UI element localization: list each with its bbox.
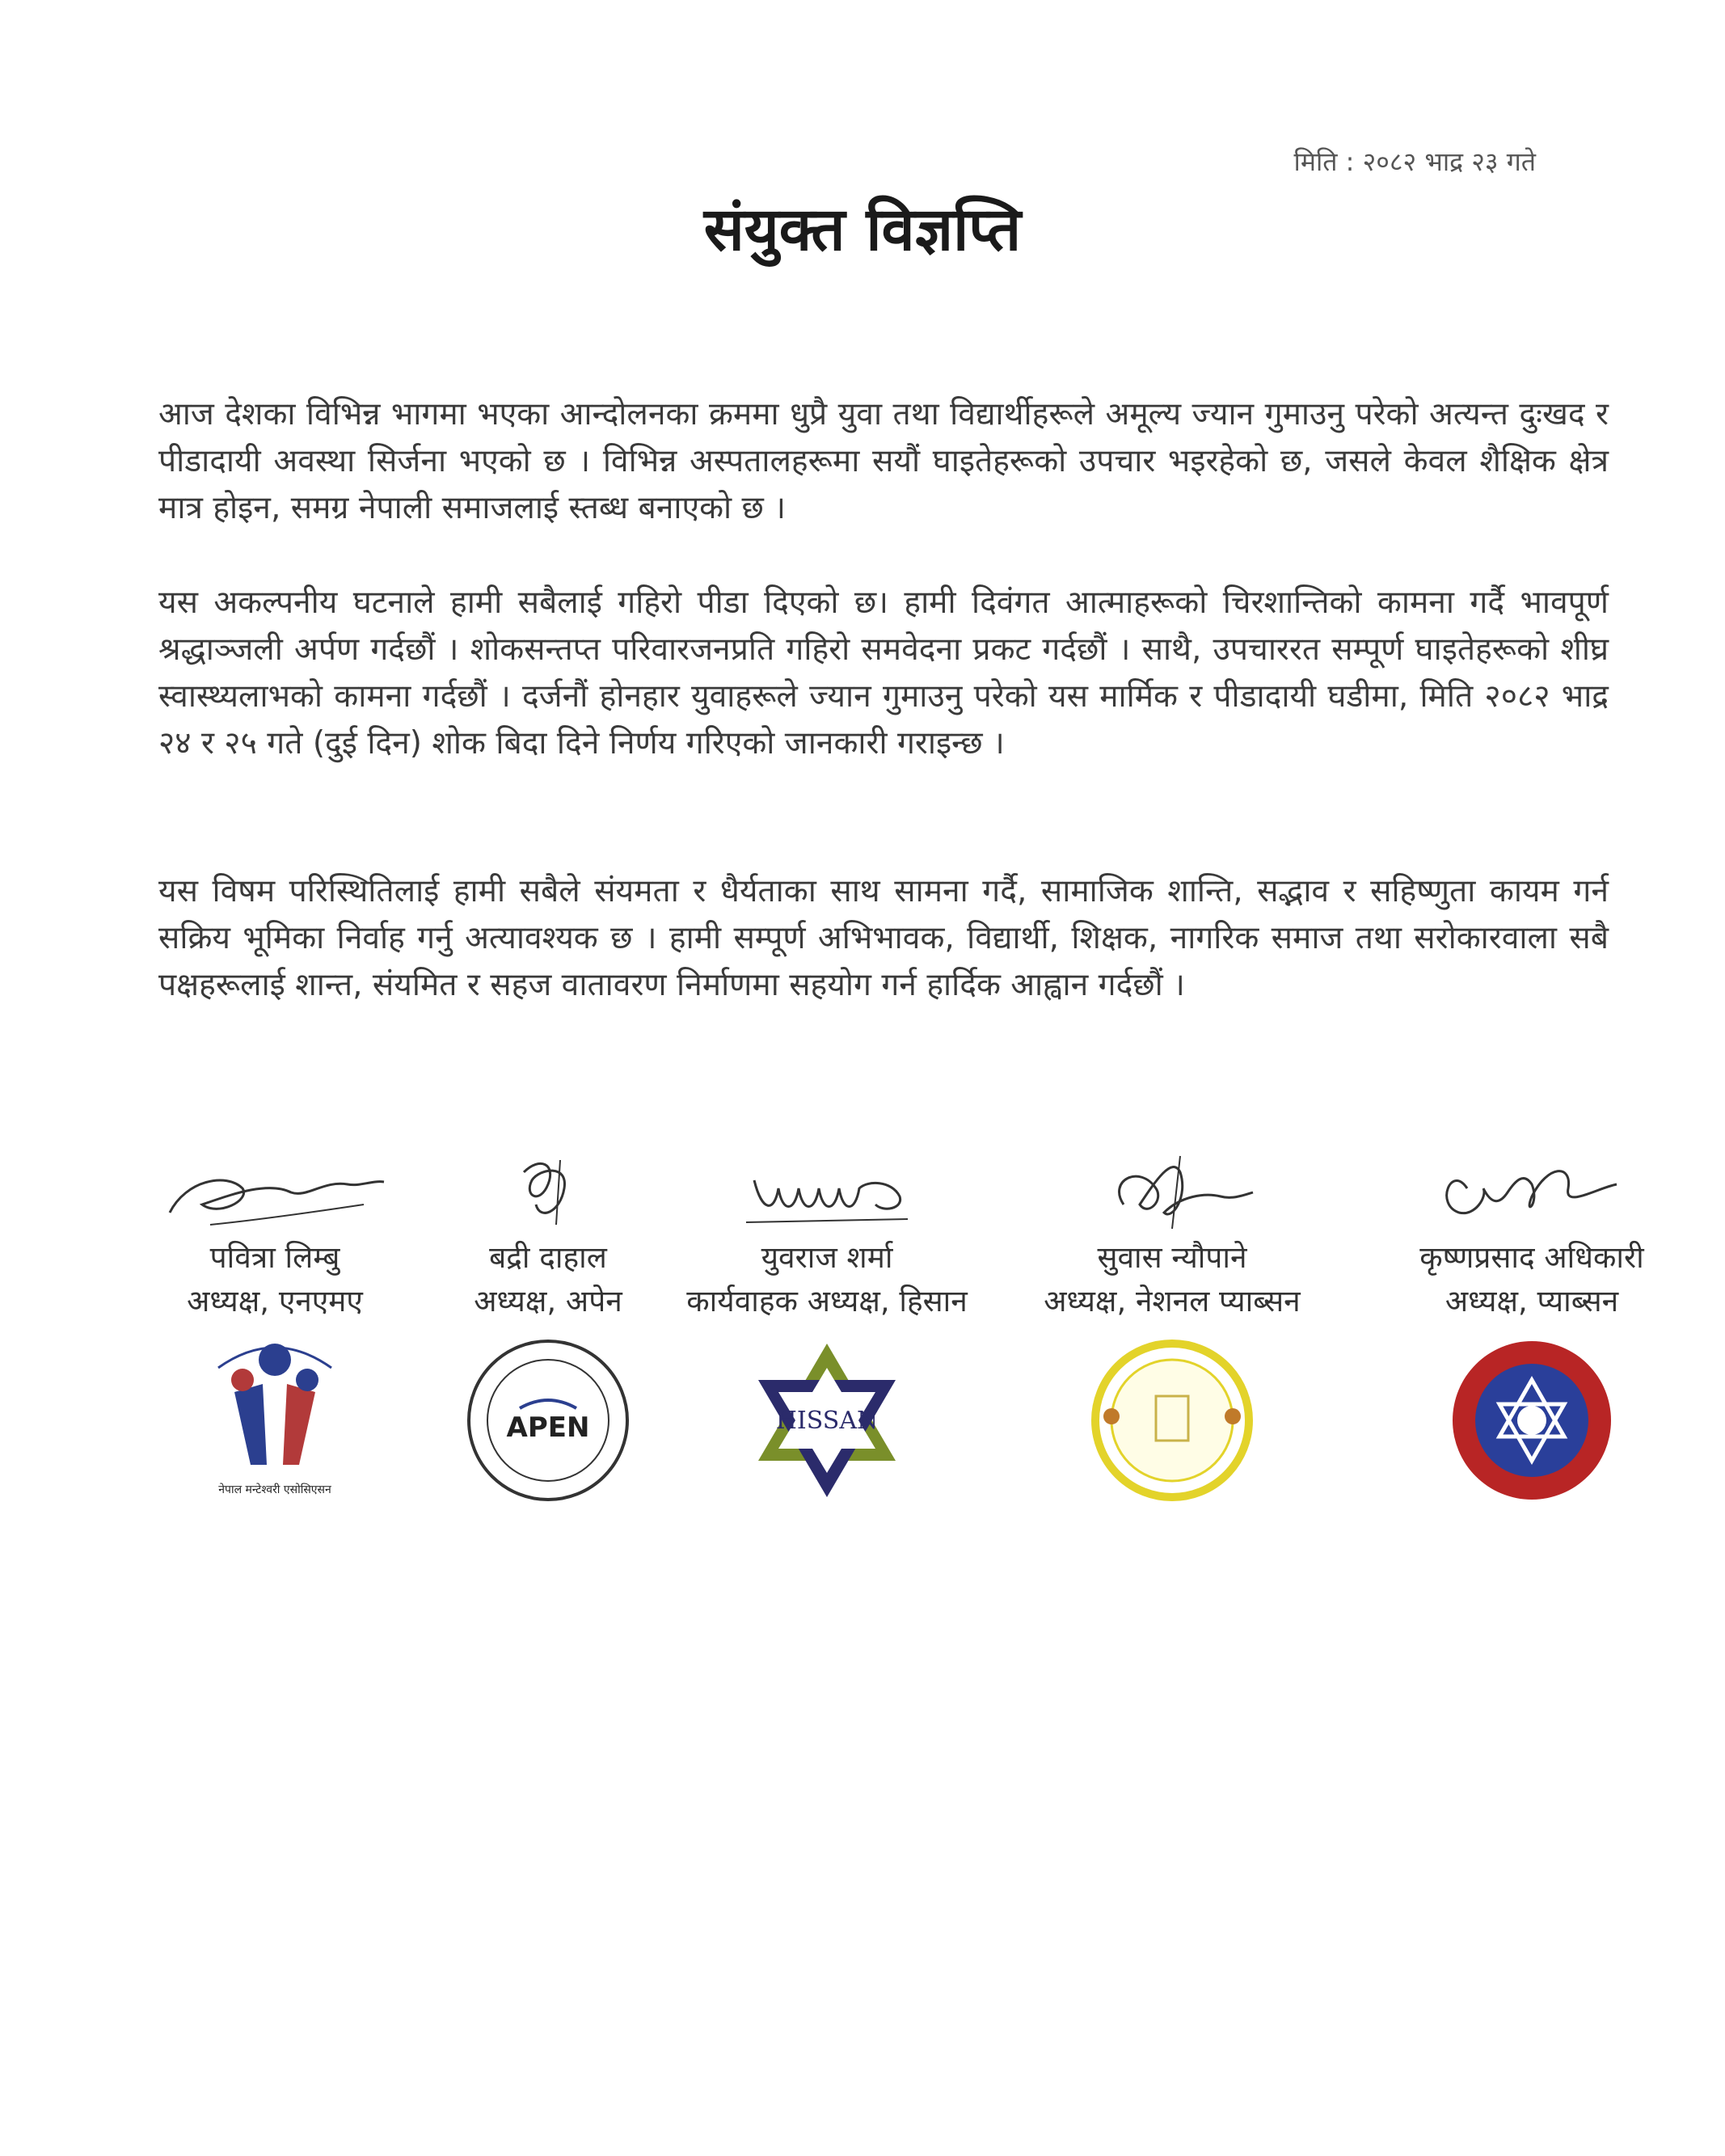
signatory-name: कृष्णप्रसाद अधिकारी	[1419, 1240, 1644, 1275]
date: मिति : २०८२ भाद्र २३ गते	[1293, 146, 1536, 177]
signature-nma	[154, 1148, 396, 1237]
nma-logo	[186, 1335, 364, 1505]
hissan-logo-label: HISSAN	[775, 1407, 879, 1435]
signatory-name: बद्री दाहाल	[489, 1240, 607, 1275]
signatory-pabson	[1370, 1148, 1693, 1505]
signatory-role: अध्यक्ष, प्याब्सन	[1445, 1284, 1619, 1318]
signatory-national-pabson	[1010, 1148, 1334, 1505]
paragraph-1: आज देशका विभिन्न भागमा भएका आन्दोलनका क्रममा धुप्रै युवा तथा विद्यार्थीहरूले अमूल्य ज्यान गुमाउनु परेको अत्यन्त दुःखद र पीडादायी अवस्था सिर्जना भएको छ । विभिन्न अस्पतालहरूमा सयौं घाइतेहरूको उपचार भइरहेको छ, जसले केवल शैक्षिक क्षेत्र मात्र होइन, समग्र नेपाली समाजलाई स्तब्ध बनाएको छ ।	[158, 396, 1609, 526]
signature-pabson	[1411, 1148, 1653, 1237]
signatory-name: पवित्रा लिम्बु	[209, 1240, 340, 1275]
hissan-logo	[738, 1335, 916, 1505]
paragraph-2: यस अकल्पनीय घटनाले हामी सबैलाई गहिरो पीडा दिएको छ। हामी दिवंगत आत्माहरूको चिरशान्तिको कामना गर्दै भावपूर्ण श्रद्धाञ्जली अर्पण गर्दछौं । शोकसन्तप्त परिवारजनप्रति गहिरो समवेदना प्रकट गर्दछौं । साथै, उपचाररत सम्पूर्ण घाइतेहरूको शीघ्र स्वास्थ्यलाभको कामना गर्दछौं । दर्जनौं होनहार युवाहरूले ज्यान गुमाउनु परेको यस मार्मिक र पीडादायी घडीमा, मिति २०८२ भाद्र २४ र २५ गते (दुई दिन) शोक बिदा दिने निर्णय गरिएको जानकारी गराइन्छ ।	[158, 584, 1609, 762]
apen-logo	[459, 1335, 637, 1505]
signatory-role: अध्यक्ष, एनएमए	[187, 1284, 363, 1318]
signature-hissan	[706, 1148, 948, 1237]
pabson-logo	[1443, 1335, 1621, 1505]
signatory-apen	[386, 1148, 710, 1505]
signatory-role: अध्यक्ष, अपेन	[474, 1284, 622, 1318]
page-title: संयुक्त विज्ञप्ति	[703, 195, 1022, 264]
signatory-name: सुवास न्यौपाने	[1097, 1240, 1247, 1275]
nma-logo-label: नेपाल मन्टेश्वरी एसोसिएसन	[218, 1483, 331, 1496]
national-pabson-logo	[1083, 1335, 1261, 1505]
signatory-hissan	[665, 1148, 989, 1505]
signature-national-pabson	[1051, 1148, 1293, 1237]
signatory-role: कार्यवाहक अध्यक्ष, हिसान	[686, 1284, 968, 1318]
apen-logo-label: APEN	[506, 1411, 590, 1444]
paragraph-3: यस विषम परिस्थितिलाई हामी सबैले संयमता र धैर्यताका साथ सामना गर्दै, सामाजिक शान्ति, सद्भाव र सहिष्णुता कायम गर्न सक्रिय भूमिका निर्वाह गर्नु अत्यावश्यक छ । हामी सम्पूर्ण अभिभावक, विद्यार्थी, शिक्षक, नागरिक समाज तथा सरोकारवाला सबै पक्षहरूलाई शान्त, संयमित र सहज वातावरण निर्माणमा सहयोग गर्न हार्दिक आह्वान गर्दछौं ।	[158, 873, 1609, 1003]
signatory-role: अध्यक्ष, नेशनल प्याब्सन	[1044, 1284, 1301, 1318]
signatory-name: युवराज शर्मा	[761, 1240, 893, 1275]
signature-apen	[427, 1148, 669, 1237]
